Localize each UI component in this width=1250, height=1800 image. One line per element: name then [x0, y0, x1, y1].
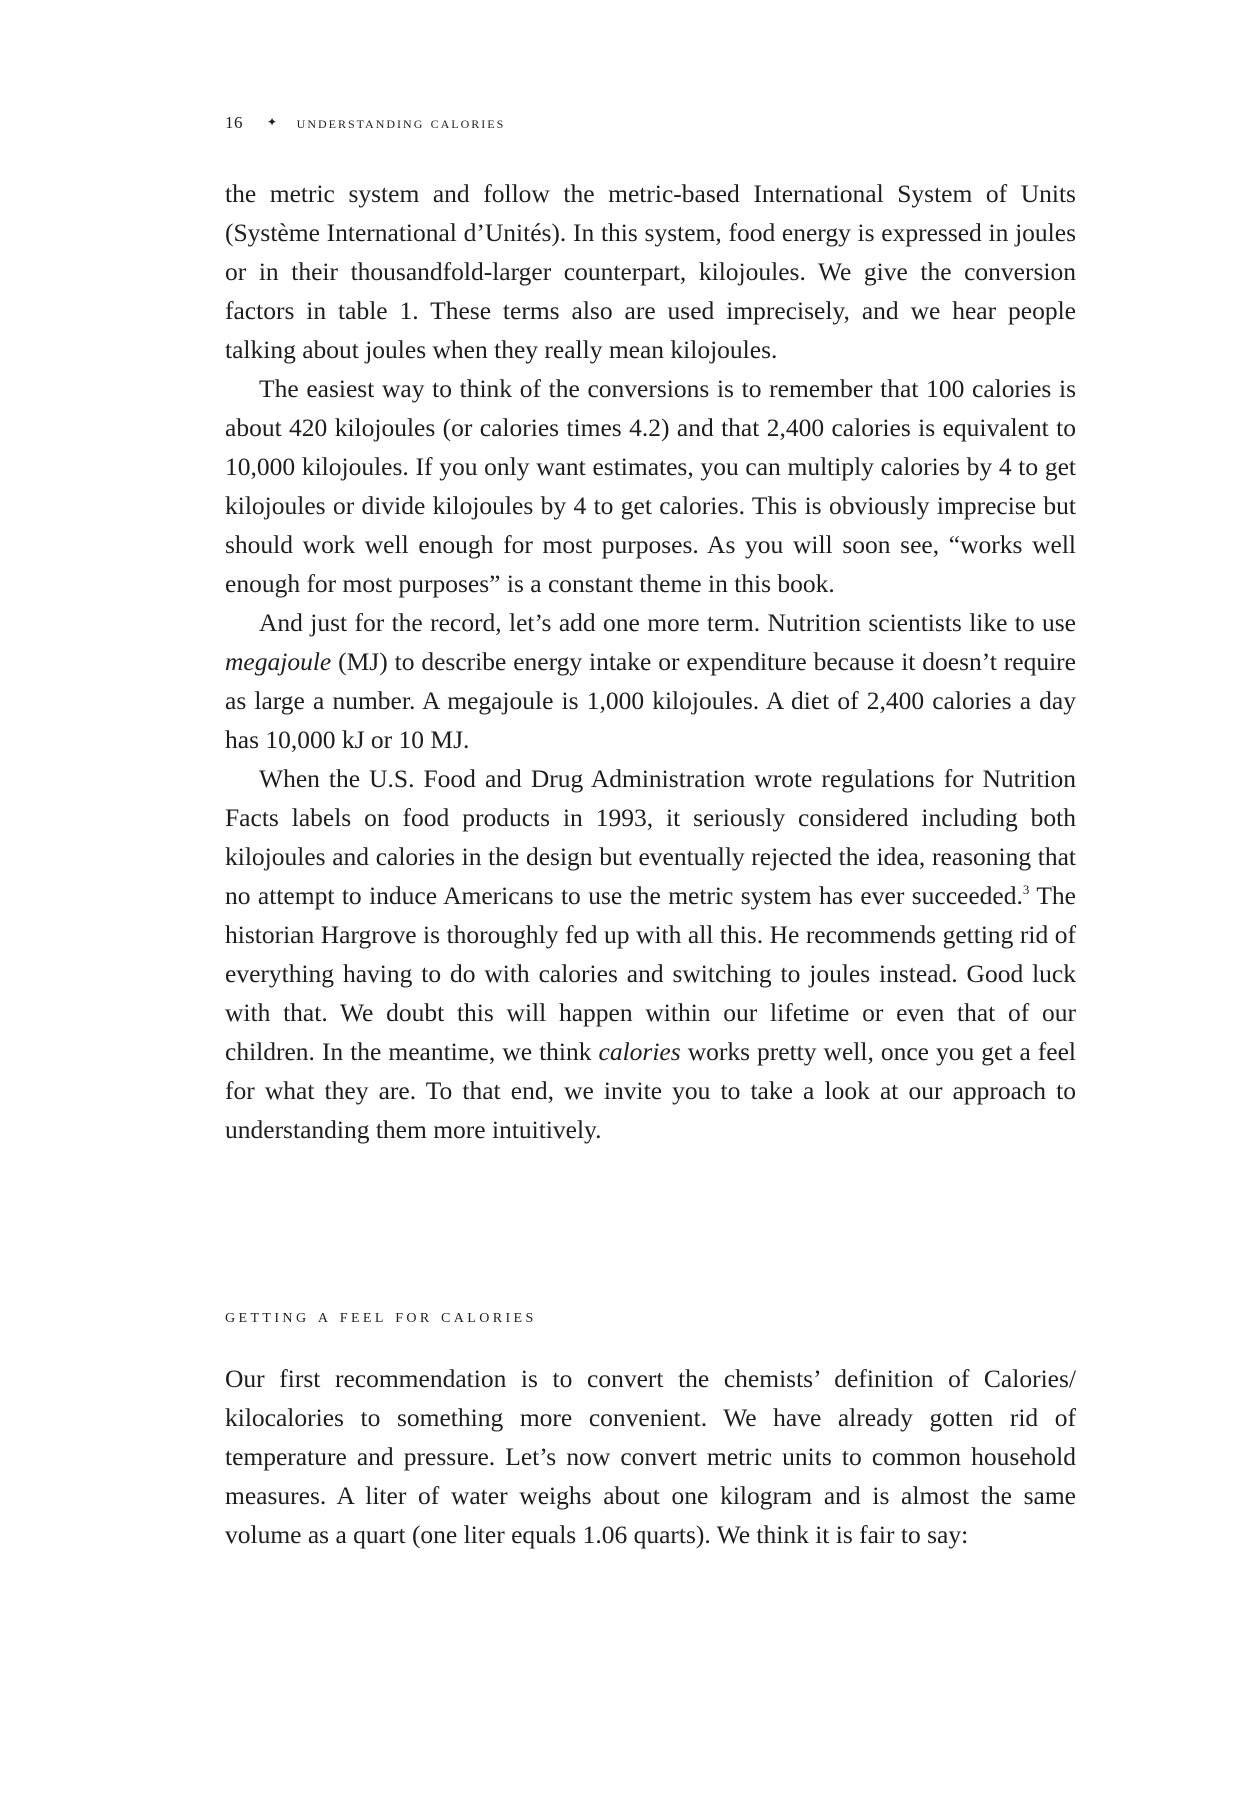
- paragraph-1: the metric system and follow the metric-based International System of Units (Système International d’Unités). In this system, food energy is expressed in joules or in their thousandfold-larger counterpart, kilojoules. We give the conversion factors in table 1. These terms also are used imprecisely, and we hear people talking about joules when they really mean kilojoules.: [225, 179, 1076, 364]
- paragraph-3: [225, 603, 1076, 759]
- running-head: [225, 113, 505, 133]
- page-number: 16: [225, 113, 243, 132]
- footnote-marker[interactable]: 3: [1022, 882, 1030, 897]
- ornament-separator-icon: ✦: [267, 115, 279, 129]
- paragraph-2: The easiest way to think of the conversions is to remember that 100 calories is about 420 kilojoules (or calories times 4.2) and that 2,400 calories is equivalent to 10,000 kilojoules. If you only want estimates, you can multiply calories by 4 to get kilojoules or divide kilojoules by 4 to get calories. This is obviously imprecise but should work well enough for most purposes. As you will soon see, “works well enough for most purposes” is a constant theme in this book.: [225, 374, 1076, 598]
- section-body: [225, 1359, 1076, 1554]
- paragraph-4-text-end: works pretty well, once you get a feel for what they are. To that end, we invite you to take a look at our approach to understanding them more intuitively.: [225, 1037, 1076, 1144]
- section-heading: getting a feel for calories: [225, 1305, 537, 1327]
- paragraph-4-text-middle: The historian Hargrove is thoroughly fed up with all this. He recommends getting rid of everything having to do with calories and switching to joules instead. Good luck with that. We doubt this will happen within our lifetime or even that of our children. In the meantime, we think: [225, 881, 1076, 1066]
- paragraph-4: [225, 759, 1076, 1149]
- body-text: [225, 174, 1076, 1149]
- paragraph-3-text: And just for the record, let’s add one more term. Nutrition scientists like to use: [259, 608, 1076, 637]
- section-paragraph: Our first recommendation is to convert the chemists’ definition of Calories/ kilocalories to something more convenient. We have already gotten rid of temperature and pressure. Let’s now convert metric units to common household measures. A liter of water weighs about one kilogram and is almost the same volume as a quart (one liter equals 1.06 quarts). We think it is fair to say:: [225, 1364, 1076, 1549]
- paragraph-4-text: When the U.S. Food and Drug Administration wrote regulations for Nutrition Facts labels on food products in 1993, it seriously considered including both kilojoules and calories in the design but eventually rejected the idea, reasoning that no attempt to induce Americans to use the metric system has ever succeeded.: [225, 764, 1076, 910]
- paragraph-3-text-end: (MJ) to describe energy intake or expenditure because it doesn’t require as large a number. A megajoule is 1,000 kilojoules. A diet of 2,400 calories a day has 10,000 kJ or 10 MJ.: [225, 647, 1076, 754]
- term-megajoule: megajoule: [225, 647, 332, 676]
- running-title: understanding calories: [296, 113, 506, 132]
- term-calories: calories: [598, 1037, 681, 1066]
